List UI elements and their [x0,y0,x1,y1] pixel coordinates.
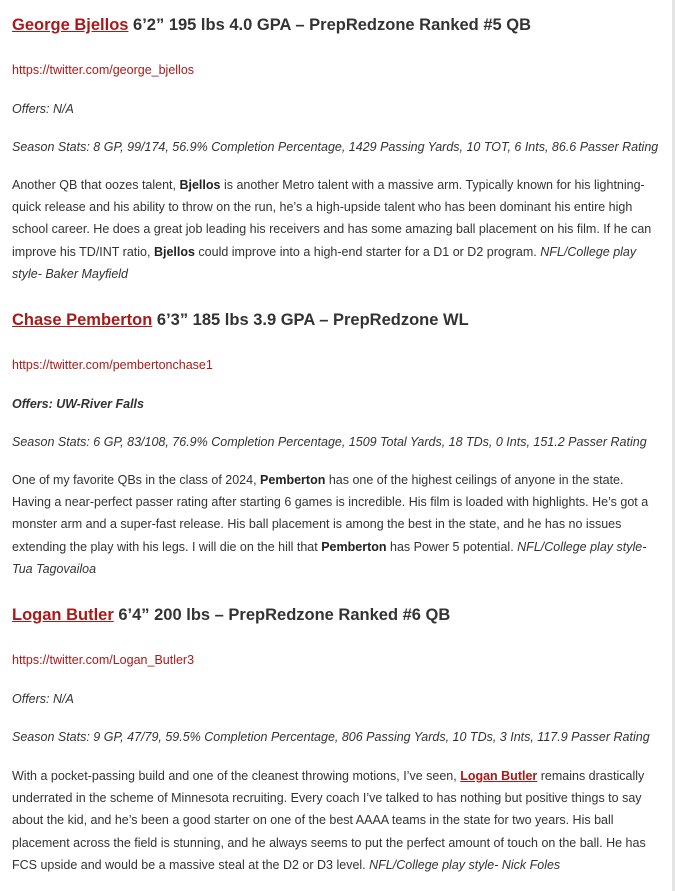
twitter-link[interactable]: https://twitter.com/pembertonchase1 [12,358,213,372]
player-name-link[interactable]: Logan Butler [12,606,114,624]
desc-text: is another Metro talent with a massive arm. Typically known for his lightning-quick release and his ability to throw on the run, he’s a high-upside talent who has been dominant his entire high school career. He does a great job leading his receivers and has some amazing ball placement on his film. If he can improve his TD/INT ratio, [12,178,652,259]
player-info: 6’2” 195 lbs 4.0 GPA – PrepRedzone Ranked #5 QB [133,16,532,34]
player-description [12,174,660,285]
season-stats: Season Stats: 9 GP, 47/79, 59.5% Completion Percentage, 806 Passing Yards, 10 TDs, 3 Ints, 117.9 Passer Rating [12,730,650,744]
player-description [12,469,660,580]
name-mention: Bjellos [179,178,221,192]
player-info: 6’4” 200 lbs – PrepRedzone Ranked #6 QB [118,606,451,624]
desc-text: remains drastically underrated in the scheme of Minnesota recruiting. Every coach I’ve talked to has nothing but positive things to say about the kid, and he’s been a good starter on one of the best AAAA teams in the state for two years. His ball placement across the field is stunning, and he always seems to put the perfect amount of touch on the ball. He has FCS upside and would be a massive steal at the D2 or D3 level. [12,769,646,872]
player-heading [12,14,531,36]
player-info: 6’3” 185 lbs 3.9 GPA – PrepRedzone WL [156,311,469,329]
desc-text: One of my favorite QBs in the class of 2024, [12,473,261,487]
desc-text: With a pocket-passing build and one of the cleanest throwing motions, I’ve seen, [12,769,461,783]
name-mention: Bjellos [153,244,195,259]
name-mention: Pemberton [321,539,387,554]
player-name-inline-link[interactable]: Logan Butler [460,769,538,783]
desc-text: Another QB that oozes talent, [12,178,180,192]
desc-text: has Power 5 potential. [386,539,518,554]
play-style: NFL/College play style- Tua Tagovailoa [12,539,647,576]
player-name-link[interactable]: Chase Pemberton [12,311,153,329]
offers-text: Offers: N/A [12,692,74,706]
desc-text: could improve into a high-end starter for a D1 or D2 program. [194,244,541,259]
offers-text: Offers: N/A [12,102,74,116]
player-description [12,765,660,876]
player-name-link[interactable]: George Bjellos [12,16,129,34]
twitter-link[interactable]: https://twitter.com/Logan_Butler3 [12,653,195,667]
play-style: NFL/College play style- Baker Mayfield [12,244,637,281]
twitter-link[interactable]: https://twitter.com/george_bjellos [12,63,195,77]
season-stats: Season Stats: 6 GP, 83/108, 76.9% Completion Percentage, 1509 Total Yards, 18 TDs, 0 Ints, 151.2 Passer Rating [12,435,647,449]
desc-text: has one of the highest ceilings of anyone in the state. Having a near-perfect passer rating after starting 6 games is incredible. His film is loaded with highlights. He’s got a monster arm and a super-fast release. His ball placement is among the best in the state, and he has no issues extending the play with his legs. I will die on the hill that [12,473,649,554]
season-stats: Season Stats: 8 GP, 99/174, 56.9% Completion Percentage, 1429 Passing Yards, 10 TOT, 6 Ints, 86.6 Passer Rating [12,140,659,154]
play-style: NFL/College play style- Nick Foles [369,857,561,872]
player-heading [12,604,450,626]
player-heading [12,309,469,331]
offers-text: Offers: UW-River Falls [12,397,144,411]
name-mention: Pemberton [260,473,326,487]
